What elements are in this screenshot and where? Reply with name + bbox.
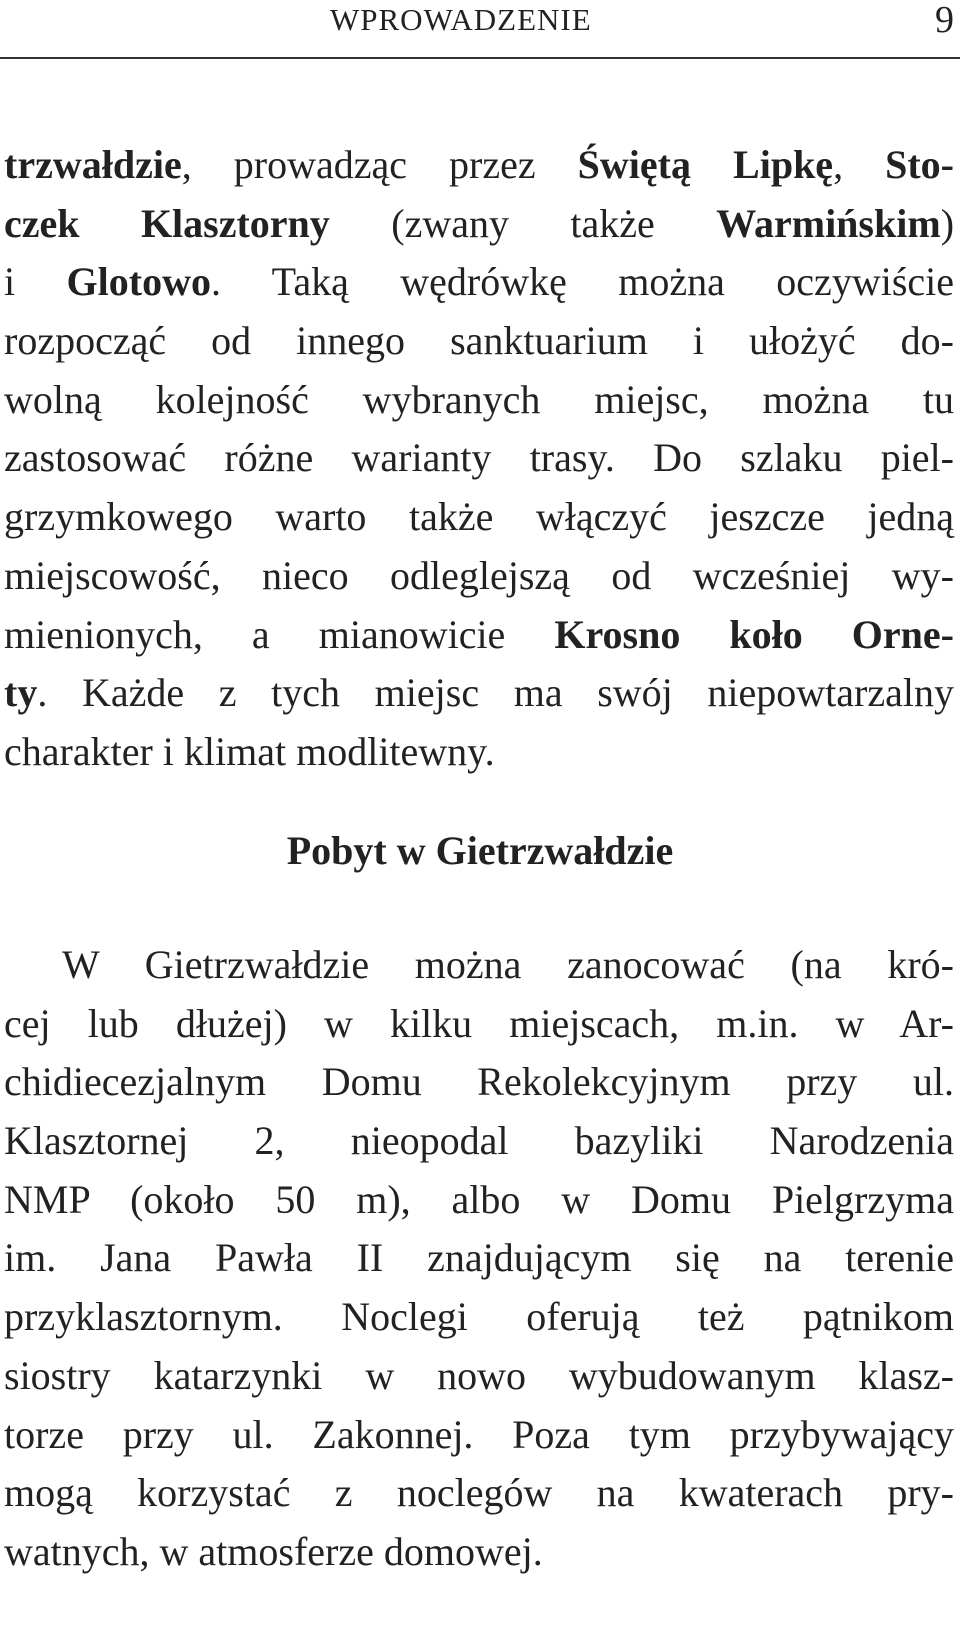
paragraph-stay <box>4 936 954 1582</box>
text-line <box>4 723 954 782</box>
text-line: W Gietrzwałdzie można zanocować (na kró- <box>62 942 954 987</box>
text-line: NMP (około 50 m), albo w Domu Pielgrzyma <box>4 1176 954 1222</box>
bold-term: Glotowo <box>66 259 211 305</box>
text-line: siostry katarzynki w nowo wybudowanym klasz- <box>4 1352 954 1398</box>
bold-term: trzwałdzie <box>4 142 182 187</box>
bold-term: Krosno koło Orne- <box>554 611 954 657</box>
text-run: miejscowość, nieco odleglejszą od wcześniej wy- <box>4 552 954 598</box>
running-title: WPROWADZENIE <box>330 2 592 37</box>
text-run: ) <box>940 200 955 246</box>
text-line: cej lub dłużej) w kilku miejscach, m.in. w Ar- <box>4 1000 954 1046</box>
text-run: (zwany także <box>329 200 717 246</box>
text-line: przyklasztornym. Noclegi oferują też pątnikom <box>4 1294 954 1340</box>
text-line <box>4 253 954 312</box>
text-run: grzymkowego warto także włączyć jeszcze jedną <box>4 494 954 540</box>
section-heading: Pobyt w Gietrzwałdzie <box>286 828 674 873</box>
text-run: , prowadząc przez <box>181 142 578 187</box>
bold-term: Sto- <box>885 142 954 187</box>
text-run: zastosować różne warianty trasy. Do szlaku piel- <box>4 435 954 481</box>
text-line <box>4 606 954 665</box>
text-line: watnych, w atmosferze domowej. <box>4 1528 543 1574</box>
bold-term: czek Klasztorny <box>4 200 330 246</box>
text-line: mogą korzystać z noclegów na kwaterach pry- <box>4 1470 954 1516</box>
text-line: Klasztornej 2, nieopodal bazyliki Narodzenia <box>4 1118 954 1164</box>
bold-term: ty <box>4 670 38 716</box>
text-line <box>4 488 954 547</box>
text-run: , <box>833 142 886 187</box>
text-line: chidiecezjalnym Domu Rekolekcyjnym przy ul. <box>4 1059 954 1105</box>
text-line <box>4 429 954 488</box>
bold-term: Warmińskim <box>716 200 941 246</box>
text-run: . Każde z tych miejsc ma swój niepowtarzalny <box>37 670 954 716</box>
text-run: . Taką wędrówkę można oczywiście <box>210 259 955 305</box>
bold-term: Świętą Lipkę <box>577 142 834 187</box>
text-run: i <box>4 259 67 305</box>
text-line: torze przy ul. Zakonnej. Poza tym przybywający <box>4 1411 954 1457</box>
text-line <box>4 664 954 723</box>
running-head <box>0 0 960 62</box>
paragraph-intro <box>4 136 954 782</box>
text-run: mienionych, a mianowicie <box>4 611 555 657</box>
text-line <box>4 195 954 254</box>
text-line <box>4 371 954 430</box>
text-line <box>4 312 954 371</box>
text-run: wolną kolejność wybranych miejsc, można tu <box>4 376 954 422</box>
text-line <box>4 136 954 195</box>
text-run: charakter i klimat modlitewny. <box>4 728 495 774</box>
page-number: 9 <box>935 0 954 41</box>
text-line <box>4 547 954 606</box>
text-run: rozpocząć od innego sanktuarium i ułożyć do- <box>4 318 954 364</box>
text-line: im. Jana Pawła II znajdującym się na terenie <box>4 1235 954 1281</box>
header-rule <box>0 57 960 59</box>
